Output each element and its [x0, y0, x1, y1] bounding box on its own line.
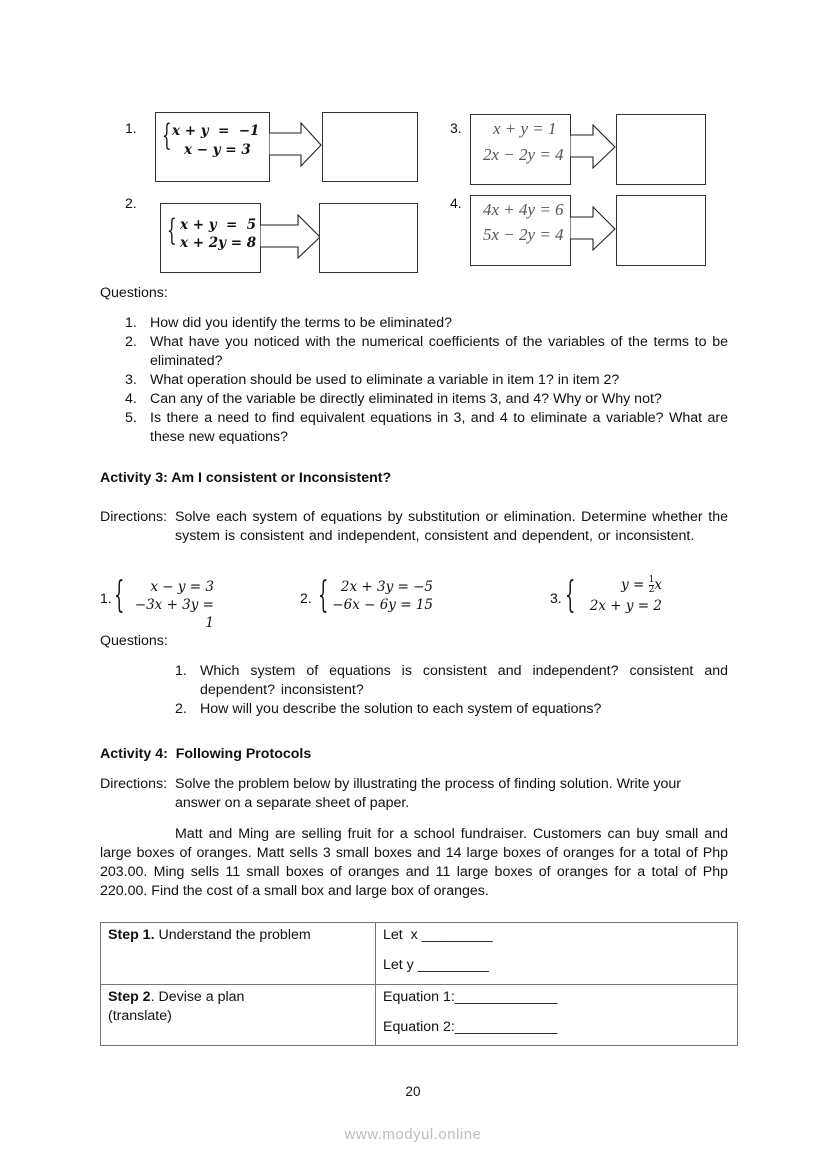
- list-number: 2.: [175, 701, 187, 717]
- activity3-title: Activity 3: Am I consistent or Inconsistent?: [100, 470, 392, 486]
- list-number: 1.: [175, 663, 187, 679]
- table-row: [101, 985, 738, 1046]
- item-number: 2.: [125, 195, 137, 211]
- answer-box[interactable]: [616, 114, 706, 185]
- answer-cell[interactable]: [376, 923, 738, 985]
- right-arrow-icon: [260, 214, 322, 260]
- equation-line: [578, 576, 662, 597]
- question-text: How will you describe the solution to each system of equations?: [200, 701, 602, 717]
- step-description: . Devise a plan: [150, 989, 245, 1005]
- equation-box: [160, 203, 261, 273]
- question-text: What operation should be used to eliminate a variable in item 1? in item 2?: [150, 372, 620, 388]
- equation-part: y =: [621, 577, 649, 593]
- system-equations: [327, 578, 433, 614]
- step-cell: [101, 923, 376, 985]
- list-item: [175, 700, 728, 719]
- system-number: 1.: [100, 590, 112, 606]
- questions-list: [175, 662, 728, 719]
- equation-line: 2x + 3y = −5: [340, 579, 433, 595]
- list-number: 1.: [125, 315, 137, 331]
- directions-label: Directions:: [100, 776, 168, 792]
- equation-line: 5x − 2y = 4: [483, 225, 564, 244]
- activity4-title: Activity 4: Following Protocols: [100, 746, 312, 762]
- step-description: Understand the problem: [154, 927, 311, 943]
- item-number: 4.: [450, 195, 462, 211]
- questions-list: [125, 314, 728, 447]
- activity3-directions: [100, 508, 728, 546]
- list-item: [125, 371, 728, 390]
- equation-1-field[interactable]: Equation 1:_____________: [383, 989, 558, 1005]
- list-number: 4.: [125, 391, 137, 407]
- list-item: [125, 390, 728, 409]
- equation-line: x + 2y = 8: [180, 235, 257, 251]
- equation-box: [155, 112, 270, 182]
- brace-icon: {: [167, 213, 177, 248]
- let-x-field[interactable]: Let x _________: [383, 927, 493, 943]
- question-text: How did you identify the terms to be eliminated?: [150, 315, 453, 331]
- step-label: Step 2: [108, 989, 151, 1005]
- equation-line: −6x − 6y = 15: [332, 597, 433, 613]
- directions-text: Solve each system of equations by substitution or elimination. Determine whether the system is consistent and independent, consistent and dependent, or inconsistent.: [175, 509, 728, 544]
- right-arrow-icon: [570, 206, 618, 252]
- brace-icon: {: [565, 575, 576, 616]
- equation-line: x + y = 5: [180, 217, 257, 233]
- equation-2-field[interactable]: Equation 2:_____________: [383, 1019, 558, 1035]
- fraction-numerator: 1: [648, 575, 655, 585]
- step-subtext: (translate): [108, 1008, 172, 1024]
- question-text: What have you noticed with the numerical coefficients of the variables of the terms to be eliminated?: [150, 334, 728, 369]
- system-equations: [122, 578, 214, 632]
- equation-line: 2x + y = 2: [589, 598, 662, 614]
- fraction-denominator: 2: [648, 585, 655, 595]
- table-row: [101, 923, 738, 985]
- word-problem: Matt and Ming are selling fruit for a school fundraiser. Customers can buy small and large boxes of oranges. Matt sells 3 small boxes and 14 large boxes of oranges for a total of Php 203.00. Ming sells 11 small boxes of oranges and 11 large boxes of oranges for a total of Php 220.00. Find the cost of a small box and large box of oranges.: [100, 826, 728, 899]
- system-equations: [578, 576, 662, 615]
- equation-box: [470, 114, 571, 185]
- item-number: 3.: [450, 120, 462, 136]
- equation-line: 2x − 2y = 4: [483, 145, 564, 164]
- equation-line: x − y = 3: [150, 579, 214, 595]
- list-item: [125, 314, 728, 333]
- question-text: Can any of the variable be directly eliminated in items 3, and 4? Why or Why not?: [150, 391, 662, 407]
- brace-icon: {: [318, 575, 329, 616]
- question-text: Which system of equations is consistent and independent? consistent and dependent? inconsistent?: [200, 663, 728, 698]
- list-item: [125, 333, 728, 371]
- questions-heading: Questions:: [100, 285, 168, 301]
- watermark: www.modyul.online: [344, 1126, 482, 1143]
- brace-icon: {: [162, 118, 172, 153]
- list-item: [175, 662, 728, 700]
- activity4-directions: [100, 775, 728, 813]
- equation-line: x − y = 3: [184, 142, 251, 158]
- answer-box[interactable]: [616, 195, 706, 266]
- directions-label: Directions:: [100, 509, 168, 525]
- step-cell: [101, 985, 376, 1046]
- equation-line: −3x + 3y = 1: [134, 597, 214, 631]
- steps-table: [100, 922, 738, 1046]
- system-number: 3.: [550, 590, 562, 606]
- equation-line: 4x + 4y = 6: [483, 200, 564, 219]
- right-arrow-icon: [269, 122, 323, 168]
- list-item: [125, 409, 728, 447]
- directions-text: Solve the problem below by illustrating the process of finding solution. Write your answer on a separate sheet of paper.: [175, 776, 682, 811]
- item-number: 1.: [125, 120, 137, 136]
- list-number: 2.: [125, 334, 137, 350]
- step-label: Step 1.: [108, 927, 155, 943]
- equation-line: x + y = −1: [172, 123, 260, 139]
- system-number: 2.: [300, 590, 312, 606]
- equation-part: x: [654, 577, 662, 593]
- right-arrow-icon: [570, 124, 618, 170]
- brace-icon: {: [114, 575, 125, 616]
- page-number: 20: [405, 1084, 421, 1099]
- equation-line: x + y = 1: [493, 119, 557, 138]
- answer-cell[interactable]: [376, 985, 738, 1046]
- answer-box[interactable]: [322, 112, 418, 182]
- equation-box: [470, 195, 571, 266]
- list-number: 3.: [125, 372, 137, 388]
- list-number: 5.: [125, 410, 137, 426]
- question-text: Is there a need to find equivalent equations in 3, and 4 to eliminate a variable? What are these new equations?: [150, 410, 728, 445]
- answer-box[interactable]: [319, 203, 418, 273]
- let-y-field[interactable]: Let y _________: [383, 957, 489, 973]
- questions-heading: Questions:: [100, 633, 168, 649]
